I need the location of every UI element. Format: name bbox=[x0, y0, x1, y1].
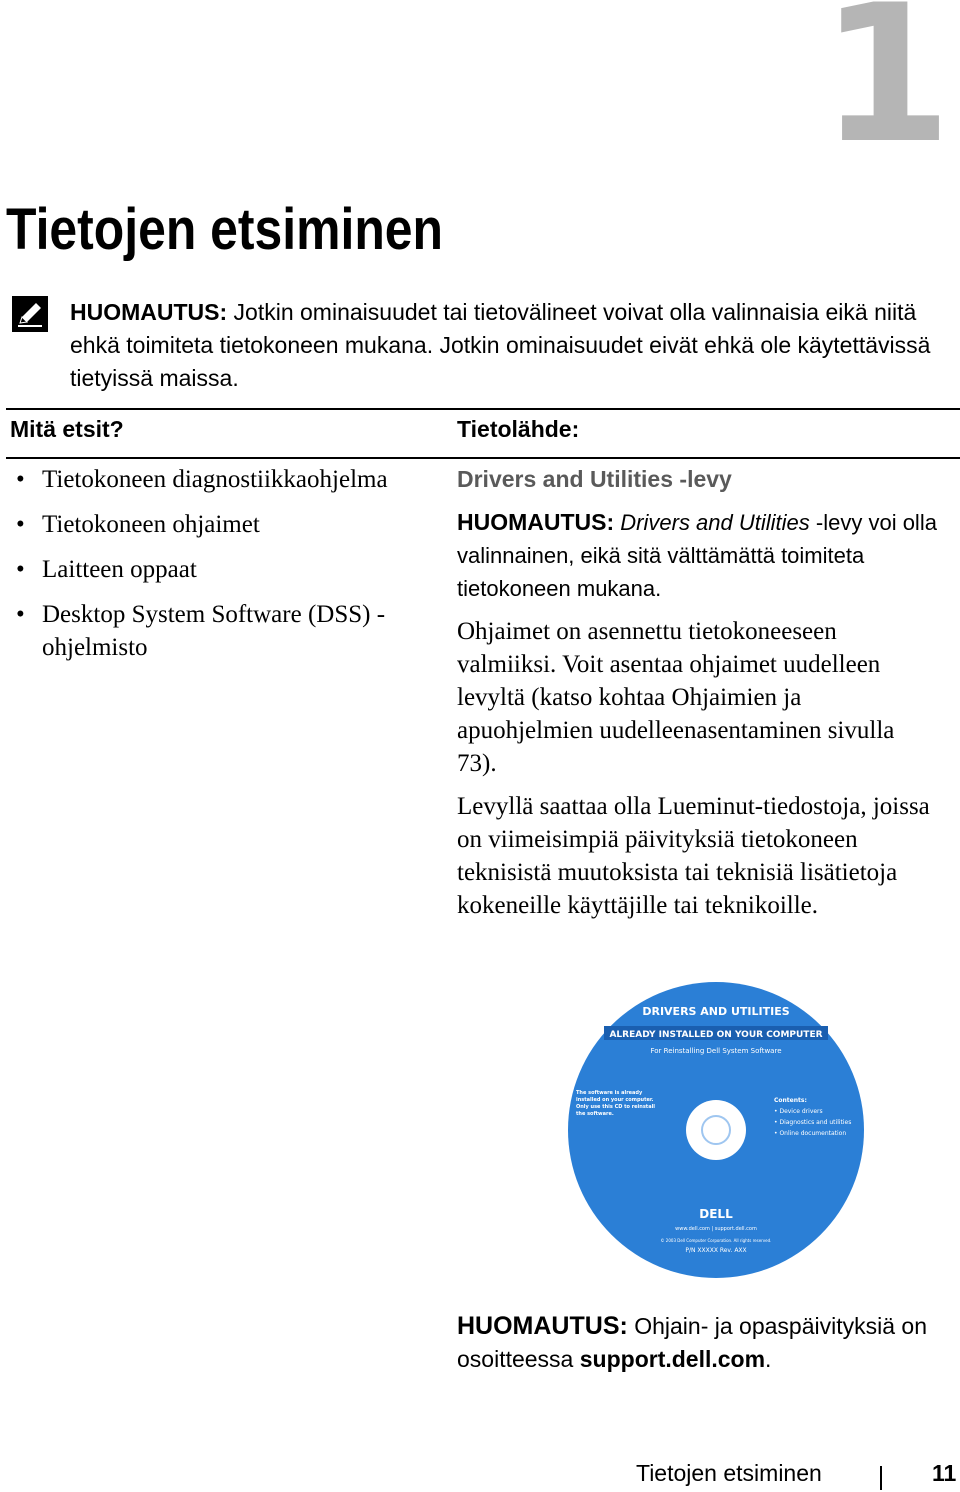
source-note-label: HUOMAUTUS: bbox=[457, 509, 615, 535]
source-paragraph-1: Ohjaimet on asennettu tietokoneeseen valmiiksi. Voit asentaa ohjaimet uudelleen levyltä (katso kohtaa Ohjaimien ja apuohjelmien uudelleenasentaminen sivulla 73). bbox=[457, 618, 895, 777]
drivers-utilities-cd-image bbox=[566, 980, 866, 1280]
cd-left-text-box bbox=[576, 1090, 661, 1140]
source-heading: Drivers and Utilities -levy bbox=[457, 466, 732, 492]
column-header-left: Mitä etsit? bbox=[10, 416, 124, 442]
looking-for-list bbox=[12, 463, 422, 676]
source-note-text: -levy voi olla valinnainen, eikä sitä välttämättä toimiteta tietokoneen mukana. bbox=[457, 510, 937, 601]
list-item: • Desktop System Software (DSS) - ohjelmisto bbox=[12, 598, 422, 664]
cd-copyright: © 2003 Dell Computer Corporation. All rights reserved. bbox=[660, 1238, 772, 1243]
footer-page-number: 11 bbox=[932, 1460, 957, 1486]
table-top-rule bbox=[6, 408, 960, 410]
cd-url: www.dell.com | support.dell.com bbox=[675, 1226, 757, 1232]
note-top-text: Jotkin ominaisuudet tai tietovälineet voivat olla valinnaisia eikä niitä ehkä toimiteta tietokoneen mukana. Jotkin ominaisuudet eivät ehkä ole käytettävissä tietyissä maissa. bbox=[70, 299, 931, 391]
table-header-rule bbox=[6, 457, 960, 459]
chapter-number: 1 bbox=[819, 0, 948, 185]
list-item: • Tietokoneen diagnostiikkaohjelma bbox=[12, 463, 422, 496]
note-bottom-text: Ohjain- ja opaspäivityksiä on osoitteessa bbox=[457, 1313, 927, 1372]
cd-contents-item: • Device drivers bbox=[774, 1108, 823, 1115]
note-pencil-icon bbox=[12, 296, 48, 332]
cd-subtitle: ALREADY INSTALLED ON YOUR COMPUTER bbox=[609, 1030, 823, 1040]
footer-section-title: Tietojen etsiminen bbox=[636, 1460, 822, 1486]
cd-contents-item: • Online documentation bbox=[774, 1130, 847, 1137]
note-top bbox=[70, 296, 950, 395]
column-header-right: Tietolähde: bbox=[457, 416, 580, 442]
cd-dell-logo: DELL bbox=[699, 1207, 733, 1221]
cd-contents-title: Contents: bbox=[774, 1097, 807, 1104]
cd-contents-item: • Diagnostics and utilities bbox=[774, 1119, 852, 1126]
note-bottom-label: HUOMAUTUS: bbox=[457, 1312, 628, 1340]
source-note bbox=[457, 506, 937, 605]
support-link[interactable]: support.dell.com bbox=[579, 1346, 766, 1372]
source-column bbox=[457, 463, 937, 932]
cd-part-number: P/N XXXXX Rev. AXX bbox=[685, 1247, 747, 1254]
cd-left-text: The software is already installed on your computer. Only use this CD to reinstall the software. bbox=[576, 1090, 655, 1117]
cd-hole bbox=[702, 1116, 730, 1144]
note-top-label: HUOMAUTUS: bbox=[70, 299, 228, 325]
cd-reinstall: For Reinstalling Dell System Software bbox=[650, 1047, 782, 1055]
list-item: • Tietokoneen ohjaimet bbox=[12, 508, 422, 541]
page-title: Tietojen etsiminen bbox=[6, 197, 444, 262]
list-item: • Laitteen oppaat bbox=[12, 553, 422, 586]
footer-separator bbox=[880, 1466, 882, 1490]
cd-title: DRIVERS AND UTILITIES bbox=[642, 1005, 790, 1018]
note-bottom bbox=[457, 1310, 947, 1376]
source-paragraph-2: Levyllä saattaa olla Lueminut-tiedostoja, joissa on viimeisimpiä päivityksiä tietokoneen teknisistä muutoksista tai teknisiä lisätietoja kokeneille käyttäjille tai teknikoille. bbox=[457, 793, 930, 919]
note-bottom-end: . bbox=[765, 1346, 772, 1372]
source-note-italic: Drivers and Utilities bbox=[620, 510, 810, 535]
